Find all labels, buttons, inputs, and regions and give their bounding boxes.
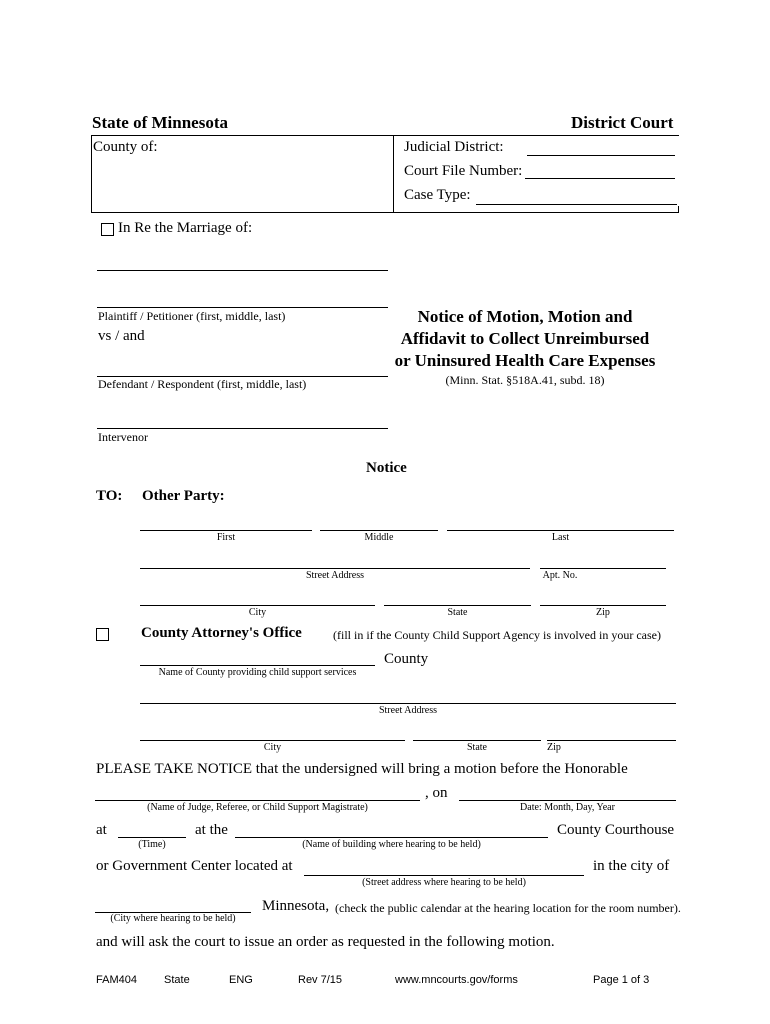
at-the-word: at the	[195, 822, 228, 838]
hearing-street-field[interactable]	[304, 875, 584, 876]
last-name-field[interactable]	[447, 530, 674, 531]
state-field[interactable]	[384, 605, 531, 606]
vs-label: vs / and	[98, 328, 145, 344]
marriage-label: In Re the Marriage of:	[118, 220, 253, 236]
intervenor-name-line[interactable]	[97, 428, 388, 429]
county-attorney-note: (fill in if the County Child Support Agency is involved in your case)	[333, 628, 661, 642]
calendar-note: (check the public calendar at the hearing location for the room number).	[335, 901, 681, 915]
date-caption: Date: Month, Day, Year	[520, 802, 615, 813]
court-file-number-label: Court File Number:	[404, 163, 523, 179]
county-city-field[interactable]	[140, 740, 405, 741]
to-label: TO:	[96, 488, 123, 504]
county-zip-caption: Zip	[547, 742, 561, 753]
courthouse-word: County Courthouse	[557, 822, 675, 838]
state-caption: State	[447, 607, 468, 618]
street-address-caption: Street Address	[305, 570, 365, 581]
on-word: , on	[425, 785, 448, 801]
minnesota-word: Minnesota,	[262, 898, 330, 914]
judicial-district-field[interactable]	[527, 155, 675, 156]
hearing-intro: PLEASE TAKE NOTICE that the undersigned will bring a motion before the Honorable	[96, 761, 628, 777]
city-caption: City	[248, 607, 267, 618]
county-label: County of:	[93, 139, 158, 155]
building-caption: (Name of building where hearing to be held)	[302, 839, 481, 850]
caption-right-edge	[678, 206, 679, 212]
intervenor-label: Intervenor	[98, 430, 148, 444]
court-file-number-field[interactable]	[525, 178, 675, 179]
other-party-label: Other Party:	[142, 488, 225, 504]
caption-box	[91, 135, 679, 213]
apt-number-caption: Apt. No.	[542, 570, 578, 581]
county-street-caption: Street Address	[378, 705, 438, 716]
last-name-caption: Last	[551, 532, 570, 543]
plaintiff-name-line-1[interactable]	[97, 270, 388, 271]
footer-website[interactable]: www.mncourts.gov/forms	[395, 974, 518, 986]
judge-name-field[interactable]	[95, 800, 420, 801]
street-address-field[interactable]	[140, 568, 530, 569]
hearing-street-caption: (Street address where hearing to be held)	[362, 877, 526, 888]
defendant-label: Defendant / Respondent (first, middle, last)	[98, 377, 307, 391]
judicial-district-label: Judicial District:	[404, 139, 504, 155]
caption-divider	[393, 136, 394, 212]
middle-name-caption: Middle	[364, 532, 394, 543]
marriage-checkbox[interactable]	[101, 223, 114, 236]
time-caption: (Time)	[138, 839, 166, 850]
form-title	[380, 306, 670, 372]
judge-caption: (Name of Judge, Referee, or Child Support Magistrate)	[147, 802, 368, 813]
notice-heading: Notice	[366, 460, 407, 476]
footer-language: ENG	[229, 974, 253, 986]
hearing-date-field[interactable]	[459, 800, 676, 801]
city-field[interactable]	[140, 605, 375, 606]
county-zip-field[interactable]	[547, 740, 676, 741]
statute-reference: (Minn. Stat. §518A.41, subd. 18)	[445, 373, 605, 387]
state-heading: State of Minnesota	[92, 113, 228, 132]
footer-revision: Rev 7/15	[298, 974, 343, 986]
first-name-caption: First	[216, 532, 236, 543]
county-name-field[interactable]	[140, 665, 375, 666]
county-state-caption: State	[467, 742, 487, 753]
city-of-text: in the city of	[593, 858, 670, 874]
at-word: at	[96, 822, 107, 838]
county-attorney-checkbox[interactable]	[96, 628, 109, 641]
county-state-field[interactable]	[413, 740, 541, 741]
case-type-field[interactable]	[476, 204, 677, 205]
zip-caption: Zip	[596, 607, 610, 618]
plaintiff-label: Plaintiff / Petitioner (first, middle, last)	[98, 309, 286, 323]
case-type-label: Case Type:	[404, 187, 471, 203]
title-line-3: or Uninsured Health Care Expenses	[394, 351, 656, 370]
gov-center-text: or Government Center located at	[96, 858, 293, 874]
county-street-field[interactable]	[140, 703, 676, 704]
county-word: County	[384, 651, 429, 667]
footer-page-number: Page 1 of 3	[593, 974, 650, 986]
plaintiff-name-line-2[interactable]	[97, 307, 388, 308]
hearing-city-caption: (City where hearing to be held)	[110, 913, 236, 924]
apt-number-field[interactable]	[540, 568, 666, 569]
county-name-caption: Name of County providing child support services	[158, 667, 357, 678]
footer-form-code: FAM404	[96, 974, 137, 986]
county-attorney-label: County Attorney's Office	[141, 625, 302, 641]
footer-state: State	[164, 974, 190, 986]
middle-name-field[interactable]	[320, 530, 438, 531]
title-line-2: Affidavit to Collect Unreimbursed	[400, 329, 650, 348]
building-name-field[interactable]	[235, 837, 548, 838]
court-heading: District Court	[571, 113, 674, 132]
first-name-field[interactable]	[140, 530, 312, 531]
hearing-time-field[interactable]	[118, 837, 186, 838]
title-line-1: Notice of Motion, Motion and	[417, 307, 633, 326]
closing-sentence: and will ask the court to issue an order as requested in the following motion.	[96, 934, 555, 950]
county-city-caption: City	[263, 742, 282, 753]
zip-field[interactable]	[540, 605, 666, 606]
